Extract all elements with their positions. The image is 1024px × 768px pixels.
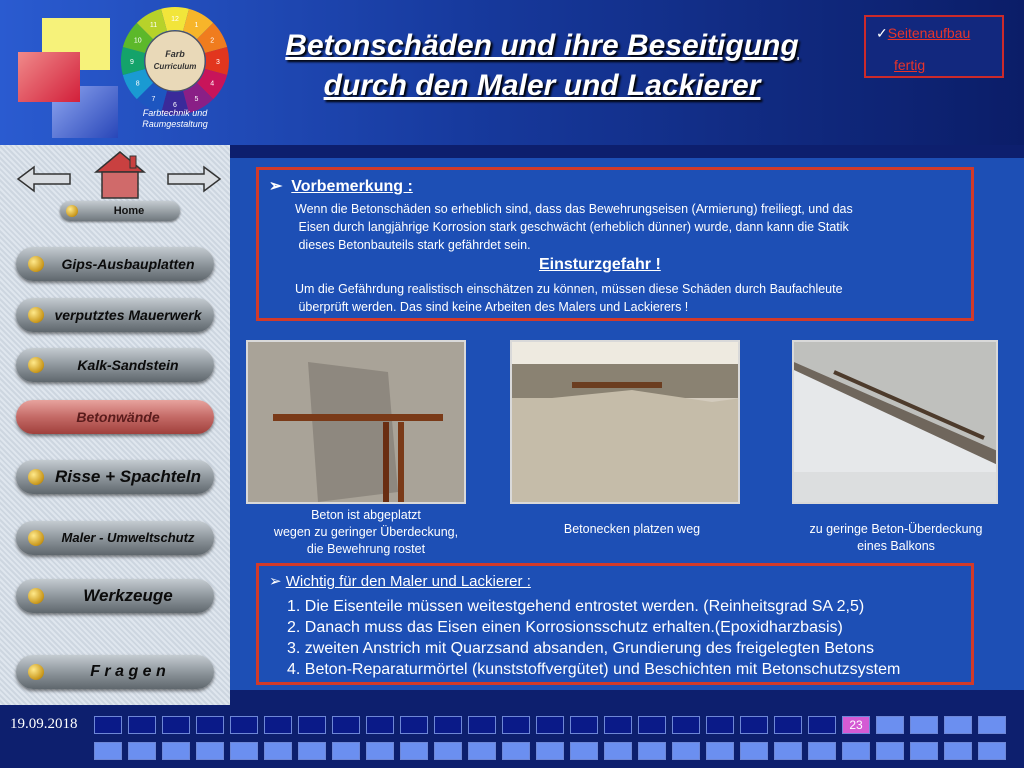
- page-button[interactable]: [366, 742, 394, 760]
- nav-item-label: verputztes Mauerwerk: [54, 307, 202, 323]
- page-button[interactable]: [638, 716, 666, 734]
- photo-abgeplatzt-caption: [246, 507, 486, 558]
- page-button[interactable]: [740, 742, 768, 760]
- page-button[interactable]: [536, 742, 564, 760]
- home-button[interactable]: [60, 201, 180, 221]
- caption-line: wegen zu geringer Überdeckung,: [273, 525, 459, 539]
- list-item: 2. Danach muss das Eisen einen Korrosionsschutz erhalten.(Epoxidharzbasis): [287, 619, 843, 636]
- color-wheel-number: 1: [194, 21, 199, 29]
- text-line: Wenn die Betonschäden so erheblich sind, dass das Bewehrungseisen (Armierung) freiliegt, und das: [295, 202, 853, 216]
- color-wheel-number: 11: [149, 21, 158, 29]
- photo-betonecken-image: [512, 342, 740, 504]
- text-line: Um die Gefährdung realistisch einschätzen zu können, müssen diese Schäden durch Baufachleute: [295, 282, 843, 296]
- page-button[interactable]: [196, 716, 224, 734]
- wichtig-list: [287, 596, 900, 680]
- photo-abgeplatzt-image: [248, 342, 466, 504]
- list-item: 3. zweiten Anstrich mit Quarzsand absanden, Grundierung des freigelegten Betons: [287, 640, 875, 657]
- arrow-back-icon[interactable]: [16, 165, 72, 193]
- page-button[interactable]: [808, 742, 836, 760]
- page-button[interactable]: [910, 742, 938, 760]
- vorbemerkung-heading-text: Vorbemerkung :: [291, 178, 413, 195]
- page-button[interactable]: [876, 716, 904, 734]
- caption-line: zu geringe Beton-Überdeckung: [809, 522, 983, 536]
- nav-maler-umweltschutz[interactable]: [16, 521, 214, 555]
- bullet-dot-icon: [28, 588, 44, 604]
- nav-kalk-sandstein[interactable]: [16, 348, 214, 382]
- page-button[interactable]: [366, 716, 394, 734]
- page-button[interactable]: [468, 716, 496, 734]
- page-button[interactable]: [298, 716, 326, 734]
- page-button[interactable]: [638, 742, 666, 760]
- status-box: [864, 15, 1004, 78]
- page-button[interactable]: [94, 716, 122, 734]
- nav-fragen[interactable]: [16, 655, 214, 689]
- nav-item-label: Werkzeuge: [83, 586, 173, 605]
- bullet-dot-icon: [28, 469, 44, 485]
- nav-item-label: Risse + Spachteln: [55, 467, 201, 486]
- page-button[interactable]: [230, 716, 258, 734]
- arrow-forward-icon[interactable]: [166, 165, 222, 193]
- status-line-1: [876, 25, 970, 42]
- page-button[interactable]: [876, 742, 904, 760]
- page-title-line1: Betonschäden und ihre Beseitigung: [285, 29, 799, 62]
- photo-betonecken-caption: [510, 521, 754, 538]
- page-button[interactable]: [706, 742, 734, 760]
- logo-caption: [120, 108, 230, 130]
- nav-risse-spachteln[interactable]: [16, 460, 214, 494]
- page-button[interactable]: [944, 716, 972, 734]
- color-wheel-number: 9: [130, 59, 134, 66]
- page-button[interactable]: [264, 742, 292, 760]
- page-button[interactable]: [230, 742, 258, 760]
- page-button[interactable]: [774, 742, 802, 760]
- color-wheel-number: 4: [210, 80, 215, 88]
- vorbemerkung-paragraph-2: [295, 280, 843, 316]
- color-wheel-logo-icon: [120, 6, 230, 116]
- page-button[interactable]: [196, 742, 224, 760]
- wichtig-box: [256, 563, 974, 685]
- header-bar: [0, 0, 1024, 145]
- nav-item-label: Maler - Umweltschutz: [61, 530, 195, 545]
- nav-item-label: F r a g e n: [90, 663, 166, 680]
- page-button[interactable]: [604, 716, 632, 734]
- page-button[interactable]: [94, 742, 122, 760]
- einsturzgefahr-warning: Einsturzgefahr !: [539, 256, 661, 273]
- caption-line: eines Balkons: [857, 539, 935, 553]
- caption-line: Beton ist abgeplatzt: [311, 508, 421, 522]
- page-button[interactable]: [298, 742, 326, 760]
- nav-betonwaende[interactable]: [16, 400, 214, 434]
- caption-line: die Bewehrung rostet: [306, 542, 426, 556]
- photo-balkon-image: [794, 342, 998, 504]
- page-button[interactable]: [434, 742, 462, 760]
- color-wheel-number: 7: [151, 96, 156, 104]
- page-button-current[interactable]: 23: [842, 716, 870, 734]
- color-wheel-number: 8: [135, 80, 140, 88]
- bullet-dot-icon: [28, 664, 44, 680]
- wichtig-heading-text: Wichtig für den Maler und Lackierer :: [285, 573, 531, 590]
- logo-center-line1: Farb: [165, 49, 185, 59]
- page-button[interactable]: [400, 742, 428, 760]
- photo-balkon-caption: [788, 521, 1004, 555]
- page-title-line2: durch den Maler und Lackierer: [323, 69, 761, 102]
- page-button[interactable]: [774, 716, 802, 734]
- photo-abgeplatzt: [246, 340, 466, 504]
- page-button[interactable]: [570, 716, 598, 734]
- vorbemerkung-box: [256, 167, 974, 321]
- page-button[interactable]: [570, 742, 598, 760]
- page-button[interactable]: [706, 716, 734, 734]
- bullet-dot-icon: [66, 205, 78, 217]
- nav-gips-ausbauplatten[interactable]: [16, 247, 214, 281]
- wichtig-heading: [269, 572, 531, 590]
- fertig-link[interactable]: fertig: [894, 57, 926, 73]
- color-wheel-number: 10: [133, 37, 142, 45]
- page-button[interactable]: [502, 716, 530, 734]
- nav-werkzeuge[interactable]: [16, 579, 214, 613]
- text-line: überprüft werden. Das sind keine Arbeiten des Malers und Lackierers !: [298, 300, 689, 314]
- page-button[interactable]: [468, 742, 496, 760]
- page-button[interactable]: [128, 742, 156, 760]
- page-button[interactable]: [740, 716, 768, 734]
- color-wheel-number: 2: [210, 37, 215, 45]
- page-button[interactable]: [536, 716, 564, 734]
- list-item: 1. Die Eisenteile müssen weitestgehend entrostet werden. (Reinheitsgrad SA 2,5): [287, 598, 865, 615]
- bullet-dot-icon: [28, 530, 44, 546]
- page-button[interactable]: [502, 742, 530, 760]
- page-button[interactable]: [978, 742, 1006, 760]
- color-wheel-number: 5: [194, 96, 199, 104]
- page-button[interactable]: [808, 716, 836, 734]
- logo-caption-line2: Raumgestaltung: [142, 119, 208, 129]
- page-button[interactable]: [128, 716, 156, 734]
- page-button[interactable]: [332, 716, 360, 734]
- arrow-bullet-icon: ➢: [269, 573, 282, 590]
- color-wheel-number: 12: [171, 16, 179, 23]
- page-title: [232, 26, 852, 106]
- footer-date: 19.09.2018: [10, 716, 78, 732]
- vorbemerkung-heading: [269, 176, 413, 196]
- arrow-bullet-icon: ➢: [269, 178, 283, 195]
- home-button-label: Home: [113, 205, 145, 217]
- seitenaufbau-link[interactable]: Seitenaufbau: [887, 25, 971, 41]
- home-house-icon[interactable]: [92, 150, 148, 200]
- bullet-dot-icon: [28, 357, 44, 373]
- page-button[interactable]: [604, 742, 632, 760]
- color-wheel-number: 3: [216, 59, 220, 66]
- logo-center-line2: Curriculum: [153, 62, 197, 71]
- nav-item-label: Kalk-Sandstein: [77, 357, 179, 373]
- photo-betonecken: [510, 340, 740, 504]
- bullet-dot-icon: [28, 307, 44, 323]
- page-button[interactable]: [400, 716, 428, 734]
- page-button[interactable]: [162, 716, 190, 734]
- checkmark-icon: ✓: [876, 25, 888, 41]
- page-button[interactable]: [944, 742, 972, 760]
- caption-line: Betonecken platzen weg: [563, 522, 701, 536]
- page-button[interactable]: [978, 716, 1006, 734]
- nav-verputztes-mauerwerk[interactable]: [16, 298, 214, 332]
- nav-item-label: Gips-Ausbauplatten: [61, 256, 195, 272]
- photo-balkon: [792, 340, 998, 504]
- page-button[interactable]: [264, 716, 292, 734]
- page-button[interactable]: [332, 742, 360, 760]
- list-item: 4. Beton-Reparaturmörtel (kunststoffvergütet) und Beschichten mit Betonschutzsystem: [287, 661, 901, 678]
- page-button[interactable]: [842, 742, 870, 760]
- page-button[interactable]: [672, 716, 700, 734]
- page-button[interactable]: [910, 716, 938, 734]
- text-line: dieses Betonbauteils stark gefährdet sein.: [298, 238, 531, 252]
- vorbemerkung-paragraph-1: [295, 200, 853, 254]
- page-button[interactable]: [162, 742, 190, 760]
- deco-square-red: [18, 52, 80, 102]
- nav-item-label: Betonwände: [76, 409, 160, 425]
- logo-caption-line1: Farbtechnik und: [142, 108, 208, 118]
- page-button[interactable]: [672, 742, 700, 760]
- color-wheel-number: 6: [173, 102, 177, 109]
- text-line: Eisen durch langjährige Korrosion stark geschwächt (erheblich dünner) wurde, dann kann die Statik: [298, 220, 849, 234]
- bullet-dot-icon: [28, 256, 44, 272]
- page-button[interactable]: [434, 716, 462, 734]
